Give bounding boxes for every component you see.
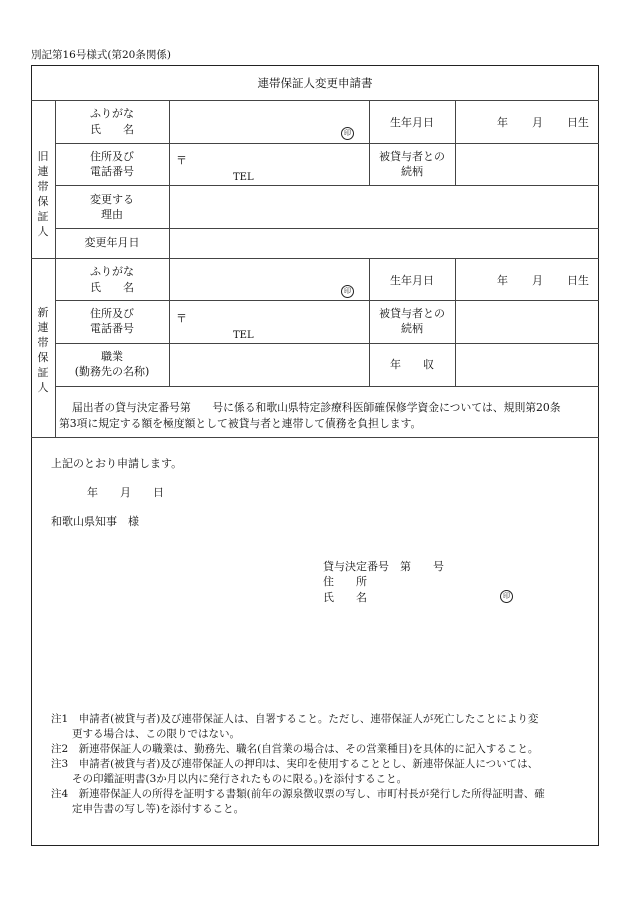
note-line: その印鑑証明書(3か月以内に発行されたものに限る。)を添付すること。 [51,773,408,785]
note-line: 注2 新連帯保証人の職業は、勤務先、職名(自営業の場合は、その営業種目)を具体的に記入すること。 [51,743,539,755]
old-reason-label-1: 変更する [90,193,134,206]
new-seal-mark: 印 [341,285,354,298]
new-relation-label-1: 被貸与者との [379,307,445,320]
old-birth-label: 生年月日 [390,116,434,129]
old-reason-label-2: 理由 [101,208,123,221]
declaration-line-2: 第3項に規定する額を極度額として被貸与者と連帯して債務を負担します。 [59,417,422,430]
old-relation-label-1: 被貸与者との [379,150,445,163]
new-address-label-2: 電話番号 [90,322,134,335]
new-birth-label: 生年月日 [390,274,434,287]
new-job-label-1: 職業 [101,350,123,363]
note-line: 更する場合は、この限りではない。 [51,728,240,740]
old-birth-day: 日生 [567,116,589,129]
old-birth-month: 月 [532,116,543,129]
note-line: 定申告書の写し等)を添付すること。 [51,803,245,815]
decision-number: 貸与決定番号 第 号 [323,560,444,573]
application-date: 年 月 日 [87,486,164,499]
note-line: 注4 新連帯保証人の所得を証明する書類(前年の源泉徴収票の写し、市町村長が発行した所得証明書、確 [51,788,545,800]
old-address-label-2: 電話番号 [90,165,134,178]
addressee: 和歌山県知事 様 [51,515,139,528]
new-income-label: 年 収 [390,358,434,371]
new-guarantor-side-label: 新 連 帯 保 証 人 [37,306,49,394]
applicant-seal-mark: 印 [500,590,513,603]
new-name-label: 氏 名 [90,281,134,294]
new-job-label-2: (勤務先の名称) [74,365,150,378]
new-birth-year: 年 [497,274,508,287]
old-name-label: 氏 名 [90,123,134,136]
old-guarantor-side-label: 旧 連 帯 保 証 人 [37,150,49,238]
new-tel-label: TEL [233,330,254,341]
note-line: 注1 申請者(被貸与者)及び連帯保証人は、自署すること。ただし、連帯保証人が死亡したことにより変 [51,713,539,725]
old-birth-year: 年 [497,116,508,129]
old-relation-label-2: 続柄 [401,165,423,178]
form-title: 連帯保証人変更申請書 [257,76,373,90]
old-furigana-label: ふりがな [90,107,134,120]
old-address-label-1: 住所及び [90,150,134,163]
application-text: 上記のとおり申請します。 [51,457,183,470]
applicant-address-label: 住 所 [323,575,367,588]
new-postal-mark: 〒 [176,312,187,325]
applicant-name-label: 氏 名 [323,591,367,604]
new-birth-day: 日生 [567,274,589,287]
new-relation-label-2: 続柄 [401,322,423,335]
old-seal-mark: 印 [341,127,354,140]
form-caption: 別記第16号様式(第20条関係) [31,49,171,61]
old-change-date-label: 変更年月日 [84,236,140,249]
note-line: 注3 申請者(被貸与者)及び連帯保証人の押印は、実印を使用することとし、新連帯保証人については、 [51,758,539,770]
old-tel-label: TEL [233,172,254,183]
old-postal-mark: 〒 [176,154,187,167]
new-birth-month: 月 [532,274,543,287]
new-address-label-1: 住所及び [90,307,134,320]
new-furigana-label: ふりがな [90,265,134,278]
declaration-line-1: 届出者の貸与決定番号第 号に係る和歌山県特定診療科医師確保修学資金については、規則第20条 [72,401,561,414]
